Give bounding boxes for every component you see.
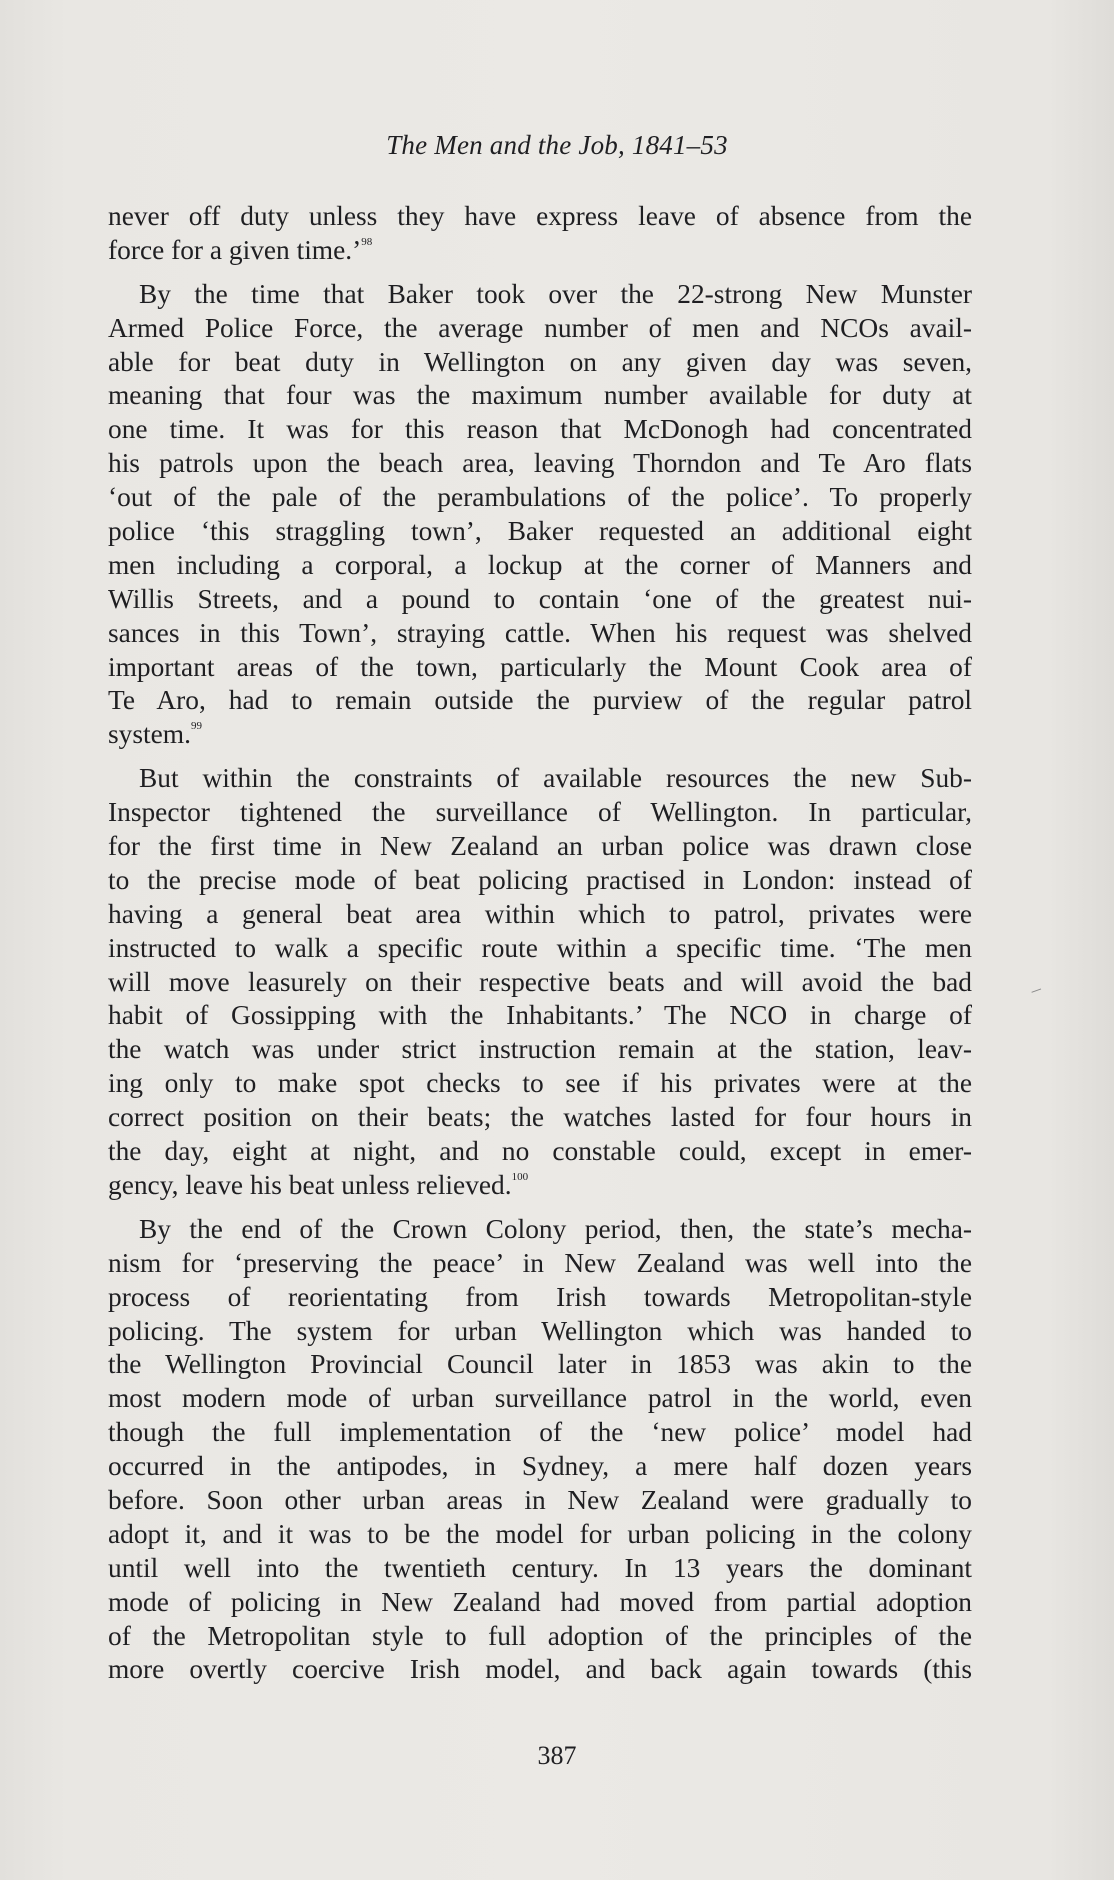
text-line: By the end of the Crown Colony period, then, the state’s mecha- <box>139 1213 972 1244</box>
text-line: habit of Gossipping with the Inhabitants.’ The NCO in charge of <box>108 1000 972 1031</box>
text-line: Inspector tightened the surveillance of Wellington. In particular, <box>108 797 972 828</box>
text-line: But within the constraints of available resources the new Sub- <box>139 763 972 794</box>
text-line: having a general beat area within which to patrol, privates were <box>108 898 972 929</box>
paragraph <box>108 1213 972 1687</box>
text-line: the day, eight at night, and no constable could, except in emer- <box>108 1136 972 1167</box>
text-line: most modern mode of urban surveillance patrol in the world, even <box>108 1383 972 1414</box>
text-line-content: gency, leave his beat unless relieved. <box>108 1169 512 1200</box>
text-line-content: force for a given time.’ <box>108 234 362 265</box>
text-line: though the full implementation of the ‘new police’ model had <box>108 1417 972 1448</box>
text-line: By the time that Baker took over the 22-strong New Munster <box>139 278 972 309</box>
text-line: one time. It was for this reason that McDonogh had concentrated <box>108 414 972 445</box>
paragraph <box>108 278 972 752</box>
text-line: correct position on their beats; the watches lasted for four hours in <box>108 1102 972 1133</box>
text-line: able for beat duty in Wellington on any given day was seven, <box>108 346 972 377</box>
text-line: before. Soon other urban areas in New Zealand were gradually to <box>108 1484 972 1515</box>
footnote-marker: 98 <box>361 235 373 248</box>
text-line: police ‘this straggling town’, Baker requested an additional eight <box>108 516 972 547</box>
text-line <box>108 1169 972 1203</box>
text-line: occurred in the antipodes, in Sydney, a mere half dozen years <box>108 1451 972 1482</box>
text-line: Armed Police Force, the average number of men and NCOs avail- <box>108 312 972 343</box>
text-line: will move leasurely on their respective beats and will avoid the bad <box>108 966 972 997</box>
text-line: men including a corporal, a lockup at the corner of Manners and <box>108 549 972 580</box>
text-line: his patrols upon the beach area, leaving Thorndon and Te Aro flats <box>108 448 972 479</box>
text-line: meaning that four was the maximum number available for duty at <box>108 380 972 411</box>
text-line: sances in this Town’, straying cattle. When his request was shelved <box>108 617 972 648</box>
text-line-content: system. <box>108 719 191 750</box>
text-line: never off duty unless they have express leave of absence from the <box>108 201 972 231</box>
footnote-marker: 100 <box>511 1170 529 1183</box>
text-line: of the Metropolitan style to full adoption of the principles of the <box>108 1620 972 1651</box>
page-blemish <box>1031 988 1042 996</box>
text-line: process of reorientating from Irish towards Metropolitan-style <box>108 1281 972 1312</box>
text-line: important areas of the town, particularly the Mount Cook area of <box>108 651 972 682</box>
text-line: policing. The system for urban Wellington which was handed to <box>108 1315 972 1346</box>
text-line: Willis Streets, and a pound to contain ‘one of the greatest nui- <box>108 583 972 614</box>
text-line: instructed to walk a specific route within a specific time. ‘The men <box>108 932 972 963</box>
text-line: nism for ‘preserving the peace’ in New Zealand was well into the <box>108 1247 972 1278</box>
text-line <box>108 718 972 752</box>
text-line: the Wellington Provincial Council later in 1853 was akin to the <box>108 1349 972 1380</box>
text-line: mode of policing in New Zealand had moved from partial adoption <box>108 1586 972 1617</box>
paragraph <box>108 200 972 268</box>
text-line: more overtly coercive Irish model, and back again towards (this <box>108 1654 972 1685</box>
text-line: ‘out of the pale of the perambulations of the police’. To properly <box>108 482 972 513</box>
footnote-marker: 99 <box>190 720 202 733</box>
running-head: The Men and the Job, 1841–53 <box>386 130 728 160</box>
text-line: to the precise mode of beat policing practised in London: instead of <box>108 864 972 895</box>
text-line <box>108 234 972 268</box>
body-text <box>108 200 972 1687</box>
text-line: adopt it, and it was to be the model for urban policing in the colony <box>108 1518 972 1549</box>
text-line: until well into the twentieth century. In 13 years the dominant <box>108 1552 972 1583</box>
text-line: the watch was under strict instruction remain at the station, leav- <box>108 1034 972 1065</box>
text-line: ing only to make spot checks to see if his privates were at the <box>108 1068 972 1099</box>
text-line: Te Aro, had to remain outside the purview of the regular patrol <box>108 685 972 716</box>
text-line: for the first time in New Zealand an urban police was drawn close <box>108 831 972 862</box>
page-number: 387 <box>537 1741 577 1770</box>
paragraph <box>108 762 972 1203</box>
